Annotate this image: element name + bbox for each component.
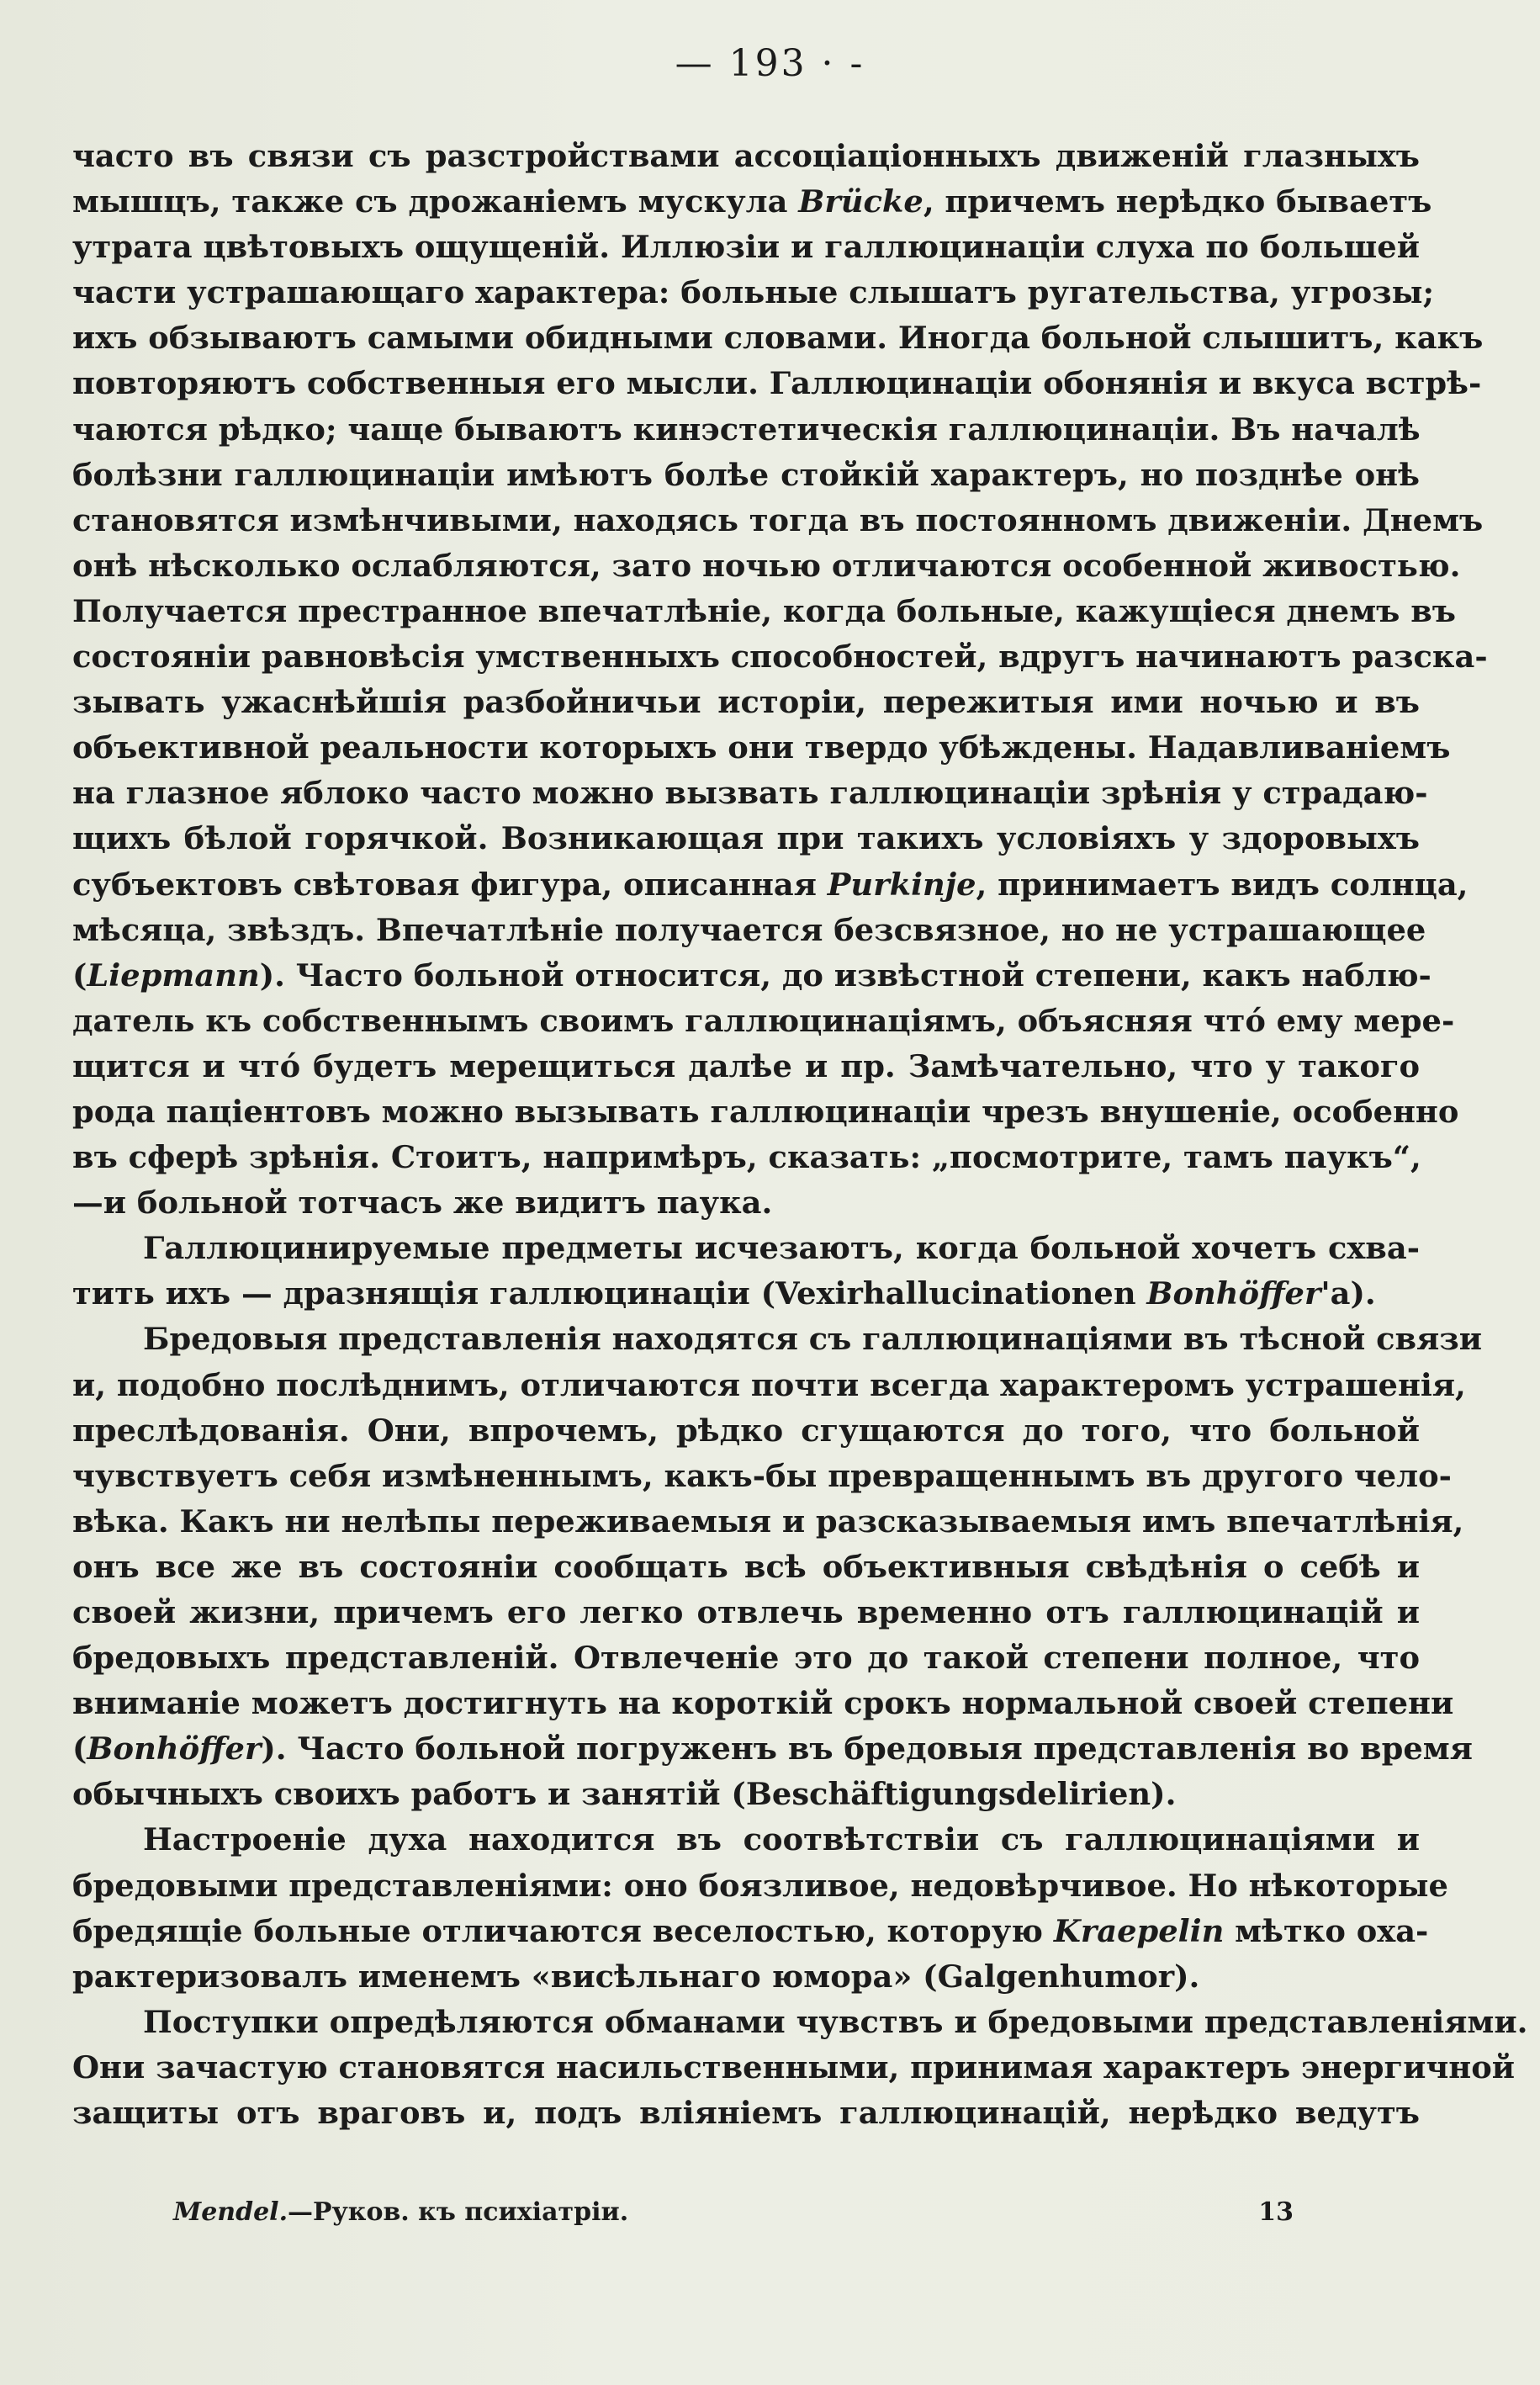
text-line: повторяютъ собственныя его мысли. Галлюцинаціи обонянія и вкуса встрѣ- (72, 364, 1482, 402)
text-line: преслѣдованія. Они, впрочемъ, рѣдко сгущаются до того, что больной (72, 1411, 1420, 1449)
text-line: утрата цвѣтовыхъ ощущеній. Иллюзіи и галлюцинаціи слуха по большей (72, 228, 1420, 266)
text-line: въ сферѣ зрѣнія. Стоитъ, напримѣръ, сказать: „посмотрите, тамъ паукъ“, (72, 1138, 1421, 1176)
text-line: вѣка. Какъ ни нелѣпы переживаемыя и разсказываемыя имъ впечатлѣнія, (72, 1502, 1464, 1540)
text-line: состояніи равновѣсія умственныхъ способностей, вдругъ начинаютъ разска- (72, 638, 1488, 676)
text-line: ихъ обзываютъ самыми обидными словами. Иногда больной слышитъ, какъ (72, 319, 1484, 357)
text-line: тить ихъ — дразнящія галлюцинаціи (Vexirhallucinationen Bonhöffer'a). (72, 1275, 1376, 1312)
footer-title: —Рукoв. къ психіатріи. (288, 2197, 629, 2227)
text-line: рактеризовалъ именемъ «висѣльнаго юмора» (Galgenhumor). (72, 1957, 1200, 1995)
text-line: Получается престранное впечатлѣніе, когда больные, кажущіеся днемъ въ (72, 591, 1457, 629)
paragraph (72, 1999, 1528, 2135)
text-line: бредовыхъ представленій. Отвлеченіе это до такой степени полное, что (72, 1639, 1420, 1677)
text-line: Поступки опредѣляются обманами чувствъ и бредовыми представленіями. (143, 2002, 1528, 2040)
text-line: своей жизни, причемъ его легко отвлечь временно отъ галлюцинацій и (72, 1593, 1420, 1630)
text-line: становятся измѣнчивыми, находясь тогда въ постоянномъ движеніи. Днемъ (72, 501, 1484, 538)
text-line: и, подобно послѣднимъ, отличаются почти всегда характеромъ устрашенія, (72, 1365, 1466, 1403)
signature-mark: 13 (1258, 2197, 1294, 2227)
paragraph (72, 133, 1488, 1225)
text-line: объективной реальности которыхъ они твердо убѣждены. Надавливаніемъ (72, 729, 1451, 766)
author-name: Brücke (798, 183, 923, 220)
page-footer (173, 2197, 1294, 2227)
text-line: часто въ связи съ разстройствами ассоціаціонныхъ движеній глазныхъ (72, 137, 1420, 174)
text-line: болѣзни галлюцинаціи имѣютъ болѣе стойкій характеръ, но позднѣе онѣ (72, 455, 1420, 493)
paragraph (72, 1225, 1420, 1316)
author-name: Kraepelin (1053, 1911, 1225, 1949)
text-line: вниманіе можетъ достигнуть на короткій срокъ нормальной своей степени (72, 1684, 1454, 1722)
text-line: Настроеніе духа находится въ соотвѣтствіи съ галлюцинаціями и (143, 1821, 1420, 1858)
text-line: —и больной тотчасъ же видитъ паука. (72, 1184, 773, 1222)
text-line: мѣсяца, звѣздъ. Впечатлѣніе получается безсвязное, но не устрашающее (72, 910, 1426, 948)
text-line: субъектовъ свѣтовая фигура, описанная Purkinje, принимаетъ видъ солнца, (72, 865, 1469, 903)
text-line: зывать ужаснѣйшія разбойничьи исторіи, пережитыя ими ночью и въ (72, 683, 1420, 721)
paragraph (72, 1316, 1483, 1816)
text-line: датель къ собственнымъ своимъ галлюцинаціямъ, объясняя чтó ему мере- (72, 1001, 1455, 1039)
text-line: онъ все же въ состояніи сообщать всѣ объективныя свѣдѣнія о себѣ и (72, 1547, 1420, 1585)
text-line: рода паціентовъ можно вызывать галлюцинаціи чрезъ внушеніе, особенно (72, 1092, 1459, 1130)
text-line: Галлюцинируемые предметы исчезаютъ, когда больной хочетъ схва- (143, 1229, 1420, 1267)
text-line: бредящіе больные отличаются веселостью, которую Kraepelin мѣтко оха- (72, 1911, 1429, 1949)
text-line: Они зачастую становятся насильственными, принимая характеръ энергичной (72, 2048, 1516, 2086)
body-text (72, 133, 1528, 2135)
text-line: щится и чтó будетъ мерещиться далѣе и пр. Замѣчательно, что у такого (72, 1047, 1420, 1084)
text-line: онѣ нѣсколько ослабляются, зато ночью отличаются особенной живостью. (72, 546, 1461, 584)
author-name: Bonhöffer (87, 1730, 262, 1768)
text-line: (Liepmann). Часто больной относится, до извѣстной степени, какъ наблю- (72, 956, 1432, 994)
text-line: бредовыми представленіями: оно боязливое, недовѣрчивое. Но нѣкоторые (72, 1866, 1448, 1904)
text-line: чувствуетъ себя измѣненнымъ, какъ-бы превращеннымъ въ другого чело- (72, 1456, 1452, 1494)
text-line: Бредовыя представленія находятся съ галлюцинаціями въ тѣсной связи (143, 1320, 1483, 1358)
author-name: Bonhöffer (1146, 1275, 1321, 1312)
text-line: обычныхъ своихъ работъ и занятій (Beschäftigungsdelirien). (72, 1775, 1177, 1813)
paragraph (72, 1816, 1448, 1998)
footer-reference (173, 2197, 628, 2227)
author-name: Purkinje (827, 865, 976, 903)
text-line: части устрашающаго характера: больные слышатъ ругательства, угрозы; (72, 273, 1435, 311)
text-line: (Bonhöffer). Часто больной погруженъ въ бредовыя представленія во время (72, 1730, 1473, 1768)
text-line: на глазное яблоко часто можно вызвать галлюцинаціи зрѣнія у страдаю- (72, 774, 1428, 812)
author-name: Liepmann (87, 956, 260, 994)
text-line: защиты отъ враговъ и, подъ вліяніемъ галлюцинацій, нерѣдко ведутъ (72, 2094, 1420, 2132)
text-line: мышцъ, также съ дрожаніемъ мускула Brücke, причемъ нерѣдко бываетъ (72, 183, 1432, 220)
page-number: — 193 · - (675, 42, 865, 85)
text-line: чаются рѣдко; чаще бываютъ кинэстетическія галлюцинаціи. Въ началѣ (72, 410, 1421, 448)
footer-author: Mendel. (173, 2197, 288, 2227)
text-line: щихъ бѣлой горячкой. Возникающая при такихъ условіяхъ у здоровыхъ (72, 819, 1420, 857)
